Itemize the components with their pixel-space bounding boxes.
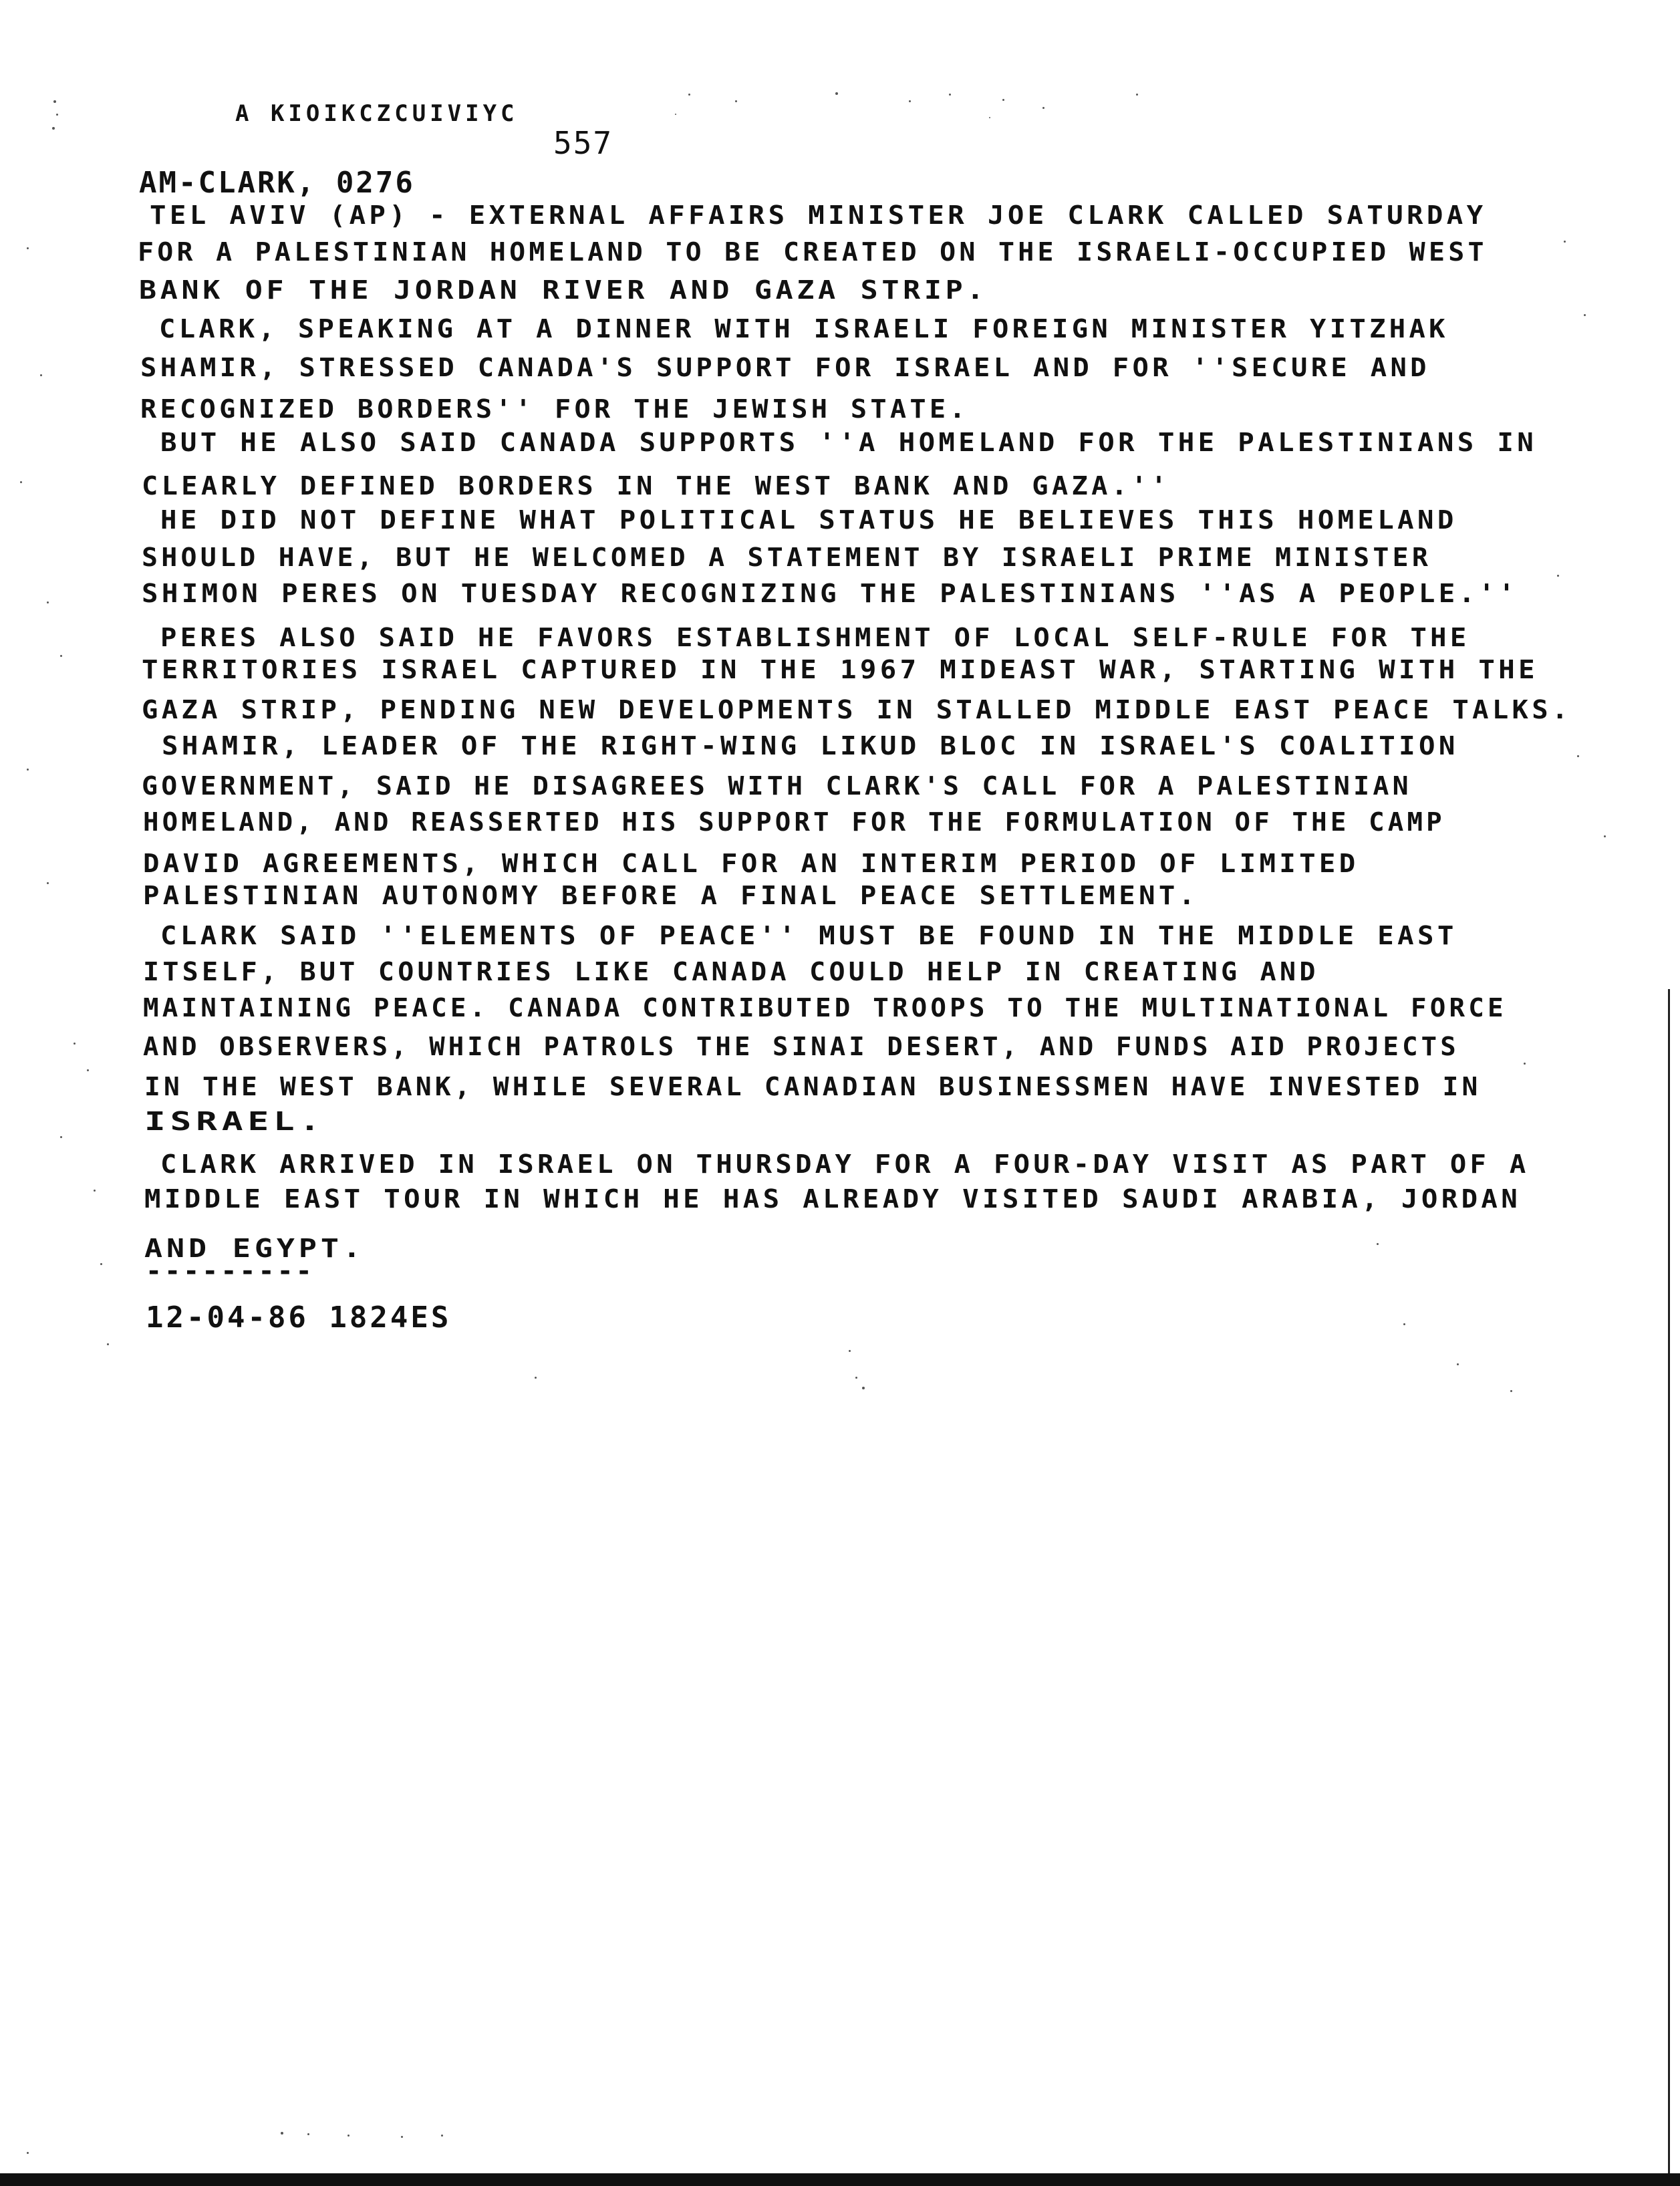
body-line: HE DID NOT DEFINE WHAT POLITICAL STATUS HE BELIEVES THIS HOMELAND [160,505,1457,535]
header-code: A KIOIKCZCUIVIYC [235,100,519,127]
scan-speck [1557,575,1559,577]
scan-speck [100,1263,102,1265]
body-line: SHOULD HAVE, BUT HE WELCOMED A STATEMENT BY ISRAELI PRIME MINISTER [142,543,1432,572]
body-line: IN THE WEST BANK, WHILE SEVERAL CANADIAN BUSINESSMEN HAVE INVESTED IN [144,1072,1482,1101]
body-line: FOR A PALESTINIAN HOMELAND TO BE CREATED ON THE ISRAELI-OCCUPIED WEST [138,237,1488,267]
scan-speck [27,2152,29,2154]
scan-speck [1457,1363,1459,1365]
body-line: TEL AVIV (AP) - EXTERNAL AFFAIRS MINISTER JOE CLARK CALLED SATURDAY [150,200,1487,230]
scan-speck [107,1343,109,1345]
body-line: MIDDLE EAST TOUR IN WHICH HE HAS ALREADY VISITED SAUDI ARABIA, JORDAN [144,1184,1522,1214]
body-line: SHAMIR, STRESSED CANADA'S SUPPORT FOR ISRAEL AND FOR ''SECURE AND [140,353,1430,382]
scan-speck [347,2135,349,2137]
scan-speck [1584,314,1586,316]
scan-speck [281,2132,283,2135]
story-slug: AM-CLARK, 0276 [139,166,415,200]
scan-speck [20,481,22,483]
scan-speck [52,127,55,130]
scan-speck [1524,1063,1526,1065]
scan-speck [47,882,49,884]
scan-speck [835,92,838,95]
scan-speck [56,114,58,116]
scan-speck [1136,94,1138,96]
page-number: 557 [553,125,613,161]
scan-speck [862,1387,865,1389]
scan-bottom-border [0,2173,1680,2186]
scan-speck [688,94,690,96]
body-line: HOMELAND, AND REASSERTED HIS SUPPORT FOR THE FORMULATION OF THE CAMP [143,807,1445,837]
scan-speck [74,1043,76,1045]
scan-speck [1510,1390,1512,1392]
body-line: DAVID AGREEMENTS, WHICH CALL FOR AN INTERIM PERIOD OF LIMITED [143,849,1359,878]
body-line: BANK OF THE JORDAN RIVER AND GAZA STRIP. [139,275,988,305]
scan-speck [1377,1243,1379,1245]
body-line: GAZA STRIP, PENDING NEW DEVELOPMENTS IN STALLED MIDDLE EAST PEACE TALKS. [142,695,1572,724]
body-line: AND EGYPT. [144,1234,365,1263]
scan-speck [307,2133,309,2135]
scan-speck [27,247,29,249]
body-line: TERRITORIES ISRAEL CAPTURED IN THE 1967 MIDEAST WAR, STARTING WITH THE [142,655,1539,684]
scan-speck [1577,755,1579,757]
scan-speck [1403,1323,1405,1325]
body-line: PALESTINIAN AUTONOMY BEFORE A FINAL PEACE SETTLEMENT. [143,881,1199,910]
scan-speck [849,1350,851,1352]
scan-speck [94,1190,96,1192]
scan-speck [855,1377,857,1379]
scan-speck [1564,241,1566,243]
body-line: ITSELF, BUT COUNTRIES LIKE CANADA COULD HELP IN CREATING AND [143,957,1319,986]
body-line: SHIMON PERES ON TUESDAY RECOGNIZING THE PALESTINIANS ''AS A PEOPLE.'' [142,579,1519,608]
body-line: CLARK ARRIVED IN ISRAEL ON THURSDAY FOR A FOUR-DAY VISIT AS PART OF A [160,1149,1530,1179]
scan-speck [735,100,737,102]
scan-speck [60,1136,62,1138]
body-line: CLARK SAID ''ELEMENTS OF PEACE'' MUST BE FOUND IN THE MIDDLE EAST [160,921,1457,950]
body-line: CLEARLY DEFINED BORDERS IN THE WEST BANK AND GAZA.'' [142,471,1171,501]
scan-speck [27,769,29,771]
scan-speck [1042,107,1044,109]
scan-speck [1002,99,1004,101]
scan-speck [909,100,911,102]
body-line: CLARK, SPEAKING AT A DINNER WITH ISRAELI FOREIGN MINISTER YITZHAK [159,314,1449,344]
scan-speck [675,114,676,115]
body-line: ISRAEL. [144,1107,325,1136]
scan-speck [40,374,42,376]
scan-speck [535,1377,537,1379]
scan-speck [401,2136,403,2138]
body-line: RECOGNIZED BORDERS'' FOR THE JEWISH STATE. [140,394,969,424]
body-line: AND OBSERVERS, WHICH PATROLS THE SINAI DESERT, AND FUNDS AID PROJECTS [143,1032,1459,1061]
body-line: PERES ALSO SAID HE FAVORS ESTABLISHMENT OF LOCAL SELF-RULE FOR THE [160,623,1470,652]
scan-speck [60,655,62,657]
scan-speck [53,100,56,103]
body-line: BUT HE ALSO SAID CANADA SUPPORTS ''A HOMELAND FOR THE PALESTINIANS IN [160,428,1538,457]
body-line: SHAMIR, LEADER OF THE RIGHT-WING LIKUD BLOC IN ISRAEL'S COALITION [162,731,1459,761]
scan-speck [441,2135,443,2137]
scan-speck [47,601,49,603]
separator-rule: --------- [146,1256,315,1286]
scan-speck [949,94,951,96]
dateline: 12-04-86 1824ES [146,1301,452,1335]
body-line: GOVERNMENT, SAID HE DISAGREES WITH CLARK'S CALL FOR A PALESTINIAN [142,771,1412,801]
scan-edge-line [1668,989,1670,2173]
body-line: MAINTAINING PEACE. CANADA CONTRIBUTED TROOPS TO THE MULTINATIONAL FORCE [143,993,1507,1022]
scan-speck [1604,835,1606,837]
scan-speck [989,117,990,118]
scan-speck [87,1069,89,1071]
